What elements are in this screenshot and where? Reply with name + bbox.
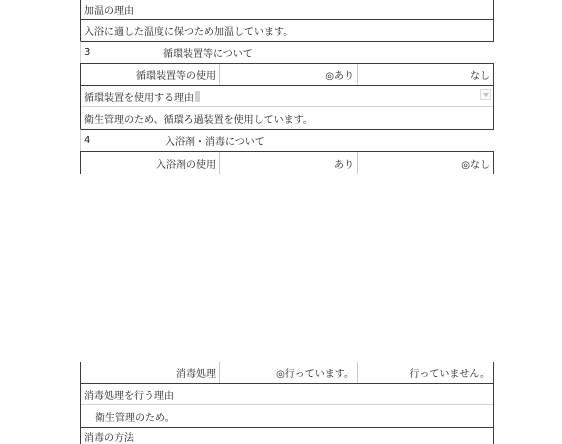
circulation-reason-label: [81, 86, 477, 107]
bath-agent-no-option[interactable]: ◎なし: [461, 159, 490, 171]
section3-number: 3: [84, 47, 91, 58]
bath-agent-row: [80, 151, 494, 174]
circulation-reason-label-text: 循環装置を使用する理由: [84, 93, 194, 104]
circulation-usage-label: 循環装置等の使用: [136, 71, 216, 82]
section3-title: 循環装置等について: [163, 49, 253, 60]
heating-reason-row[interactable]: [80, 20, 494, 41]
circulation-usage-row: [80, 63, 494, 86]
circulation-usage-yes-option[interactable]: ◎あり: [325, 71, 354, 82]
section3-header: [80, 41, 494, 63]
upper-form-block: [80, 0, 494, 174]
heating-reason-label: 加温の理由: [84, 6, 134, 17]
section4-header: [80, 129, 494, 151]
disinfection-reason-label: 消毒処理を行う理由: [84, 391, 174, 402]
bath-agent-yes-option[interactable]: あり: [334, 159, 354, 171]
disinfection-yes-option[interactable]: ◎行っています。: [276, 369, 354, 380]
circulation-reason-value-row[interactable]: [80, 107, 494, 129]
section4-number: 4: [84, 135, 91, 146]
heating-reason-header: [80, 0, 494, 20]
disinfection-reason-value-row[interactable]: [80, 405, 494, 427]
circulation-usage-no-option[interactable]: なし: [470, 71, 490, 82]
lower-form-block: [80, 362, 494, 444]
circulation-reason-label-row: [80, 86, 494, 107]
section4-title: 入浴剤・消毒について: [165, 137, 265, 148]
heating-reason-text[interactable]: 入浴に適した温度に保つため加温しています。: [84, 27, 294, 38]
disinfection-method-label-row: [80, 427, 494, 444]
disinfection-label: 消毒処理: [176, 369, 216, 380]
disinfection-reason-text[interactable]: 衛生管理のため。: [95, 412, 175, 424]
disinfection-method-label: 消毒の方法: [84, 432, 134, 444]
text-cursor: [195, 91, 200, 102]
circulation-reason-text[interactable]: 衛生管理のため、循環ろ過装置を使用しています。: [84, 114, 313, 126]
disinfection-no-option[interactable]: 行っていません。: [409, 369, 490, 380]
chevron-down-icon[interactable]: [480, 89, 491, 100]
bath-agent-label: 入浴剤の使用: [156, 159, 216, 171]
disinfection-row: [80, 362, 494, 384]
disinfection-reason-label-row: [80, 384, 494, 405]
